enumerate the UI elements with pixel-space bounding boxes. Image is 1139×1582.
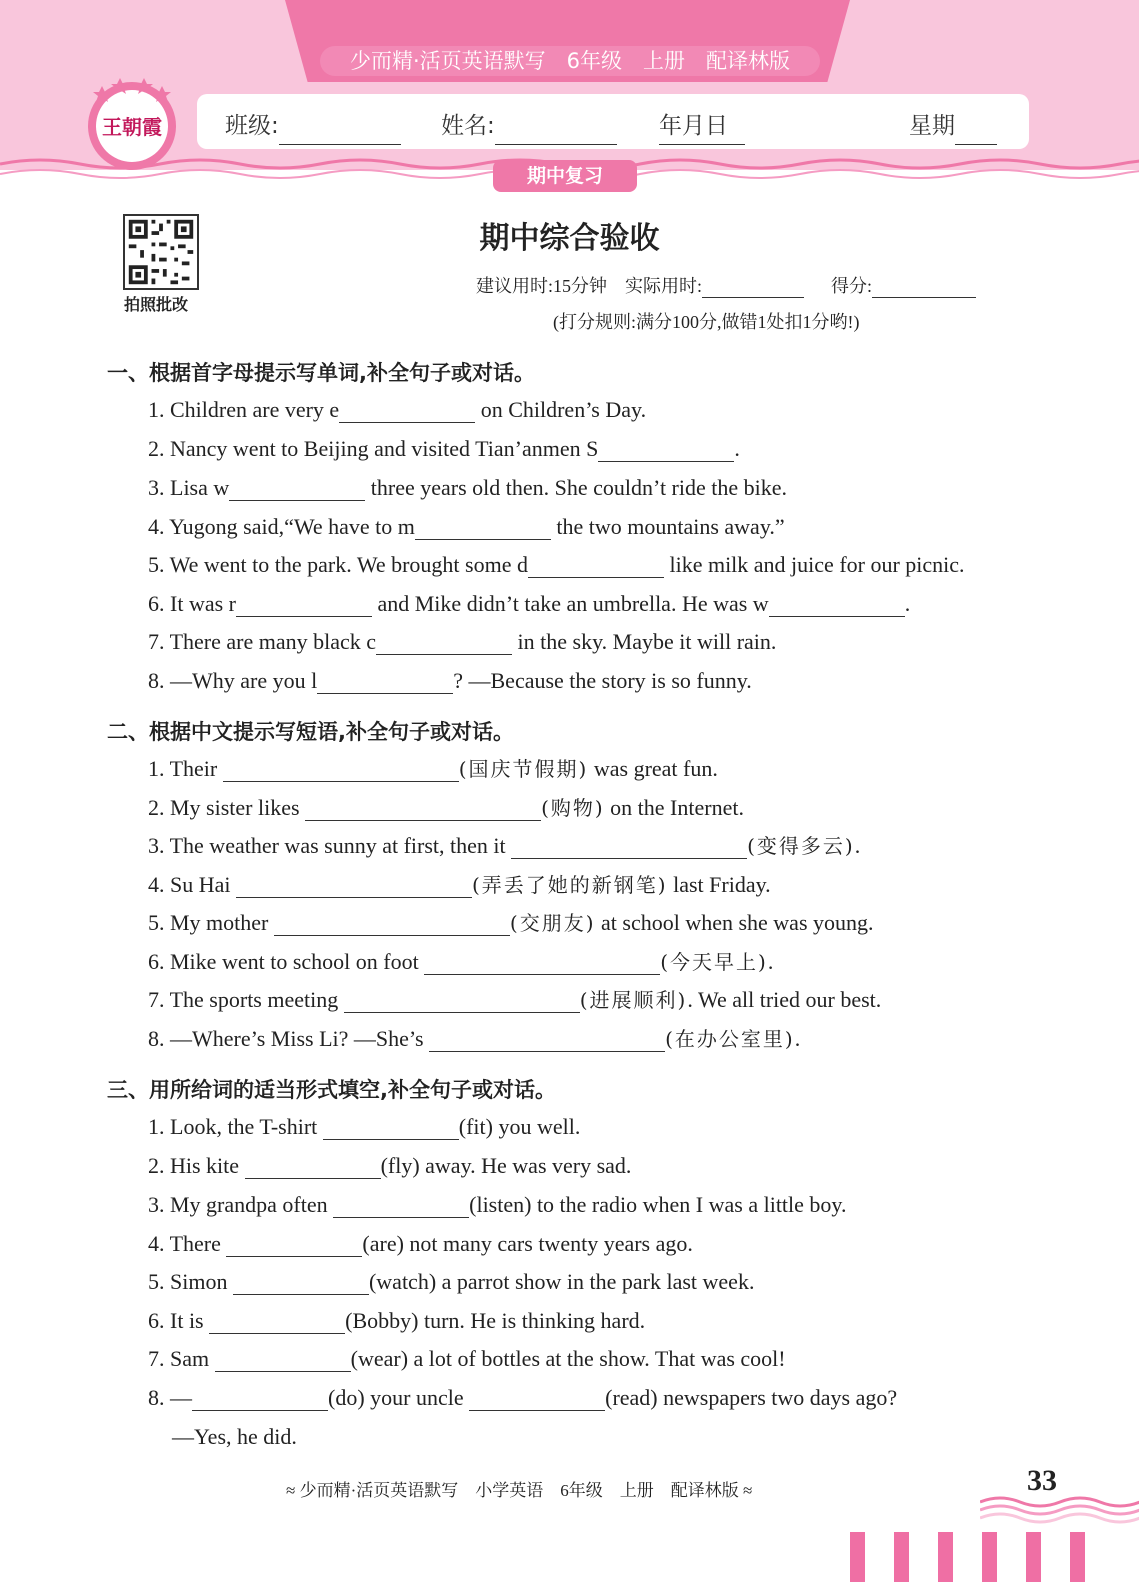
answer-blank[interactable] xyxy=(236,594,372,617)
page-title: 期中综合验收 xyxy=(479,221,660,256)
answer-blank[interactable] xyxy=(333,1195,469,1218)
question: 8. —Why are you l ? —Because the story is so funny. xyxy=(148,668,752,693)
question: 3. Lisa w three years old then. She couldn’t ride the bike. xyxy=(148,475,788,500)
question: 2. Nancy went to Beijing and visited Tian’anmen S . xyxy=(148,436,740,461)
question: 8. — (do) your uncle (read) newspapers two days ago? xyxy=(148,1385,898,1410)
question: 5. My mother (交朋友) at school when she was young. xyxy=(148,910,874,935)
question: 8. —Where’s Miss Li? —She’s (在办公室里). xyxy=(148,1026,801,1051)
answer-blank[interactable] xyxy=(317,671,453,694)
question: 1. Look, the T-shirt (fit) you well. xyxy=(148,1114,581,1139)
answer-blank[interactable] xyxy=(229,478,365,501)
answer-blank[interactable] xyxy=(528,555,664,578)
question: 1. Their (国庆节假期) was great fun. xyxy=(148,756,718,781)
answer-blank[interactable] xyxy=(511,836,747,859)
question: 5. We went to the park. We brought some d like milk and juice for our picnic. xyxy=(148,552,965,577)
answer-blank[interactable] xyxy=(769,594,905,617)
question: 4. There (are) not many cars twenty years ago. xyxy=(148,1231,693,1256)
answer-blank[interactable] xyxy=(469,1388,605,1411)
qr-label: 拍照批改 xyxy=(124,295,189,314)
answer-blank[interactable] xyxy=(305,798,541,821)
answer-blank[interactable] xyxy=(192,1388,328,1411)
class-field[interactable]: 班级: xyxy=(225,107,279,140)
name-field[interactable]: 姓名: xyxy=(441,107,495,140)
time-score-row: 建议用时:15分钟 实际用时: 得分: xyxy=(476,272,976,298)
answer-blank[interactable] xyxy=(215,1349,351,1372)
answer-blank[interactable] xyxy=(236,875,472,898)
answer-blank[interactable] xyxy=(598,439,734,462)
series-title: 少而精·活页英语默写 6年级 上册 配译林版 xyxy=(320,46,820,76)
actual-time-field[interactable] xyxy=(702,277,804,298)
section-badge: 期中复习 xyxy=(493,160,637,192)
score-field[interactable] xyxy=(872,277,976,298)
question: 6. It was r and Mike didn’t take an umbrella. He was w . xyxy=(148,591,911,616)
answer-blank[interactable] xyxy=(226,1234,362,1257)
question: 3. My grandpa often (listen) to the radio when I was a little boy. xyxy=(148,1192,847,1217)
footer-wave xyxy=(980,1480,1139,1530)
answer-blank[interactable] xyxy=(323,1117,459,1140)
answer-blank[interactable] xyxy=(344,990,580,1013)
page-number: 33 xyxy=(1027,1464,1057,1497)
question: 6. Mike went to school on foot (今天早上). xyxy=(148,949,774,974)
section-heading: 二、根据中文提示写短语,补全句子或对话。 xyxy=(107,720,514,744)
question: 1. Children are very e on Children’s Day. xyxy=(148,397,647,422)
weekday-field[interactable]: 星期 xyxy=(909,107,955,140)
question: 3. The weather was sunny at first, then it (变得多云). xyxy=(148,833,861,858)
scoring-rule: (打分规则:满分100分,做错1处扣1分哟!) xyxy=(553,312,860,332)
question: 4. Yugong said,“We have to m the two mountains away.” xyxy=(148,514,785,539)
answer-blank[interactable] xyxy=(376,632,512,655)
section-heading: 三、用所给词的适当形式填空,补全句子或对话。 xyxy=(107,1078,556,1102)
answer-blank[interactable] xyxy=(223,759,459,782)
logo-text: 王朝霞 xyxy=(102,115,162,139)
question: 2. His kite (fly) away. He was very sad. xyxy=(148,1153,632,1178)
question: 6. It is (Bobby) turn. He is thinking hard. xyxy=(148,1308,646,1333)
answer-blank[interactable] xyxy=(233,1272,369,1295)
answer-blank[interactable] xyxy=(209,1311,345,1334)
section-heading: 一、根据首字母提示写单词,补全句子或对话。 xyxy=(107,361,535,385)
brand-logo xyxy=(80,72,184,172)
question: 2. My sister likes (购物) on the Internet. xyxy=(148,795,744,820)
answer-line: —Yes, he did. xyxy=(172,1424,297,1449)
answer-blank[interactable] xyxy=(429,1029,665,1052)
question: 4. Su Hai (弄丢了她的新钢笔) last Friday. xyxy=(148,872,771,897)
answer-blank[interactable] xyxy=(339,400,475,423)
question: 7. There are many black c in the sky. Maybe it will rain. xyxy=(148,629,777,654)
footer-stripes xyxy=(846,1532,1139,1582)
answer-blank[interactable] xyxy=(245,1156,381,1179)
question: 5. Simon (watch) a parrot show in the park last week. xyxy=(148,1269,755,1294)
answer-blank[interactable] xyxy=(424,952,660,975)
footer-text: ≈ 少而精·活页英语默写 小学英语 6年级 上册 配译林版 ≈ xyxy=(286,1481,753,1500)
question: 7. The sports meeting (进展顺利). We all tried our best. xyxy=(148,987,882,1012)
question: 7. Sam (wear) a lot of bottles at the show. That was cool! xyxy=(148,1346,786,1371)
answer-blank[interactable] xyxy=(274,913,510,936)
date-field[interactable]: 年 月 日 xyxy=(659,107,728,140)
info-bar xyxy=(197,94,1029,149)
answer-blank[interactable] xyxy=(415,517,551,540)
